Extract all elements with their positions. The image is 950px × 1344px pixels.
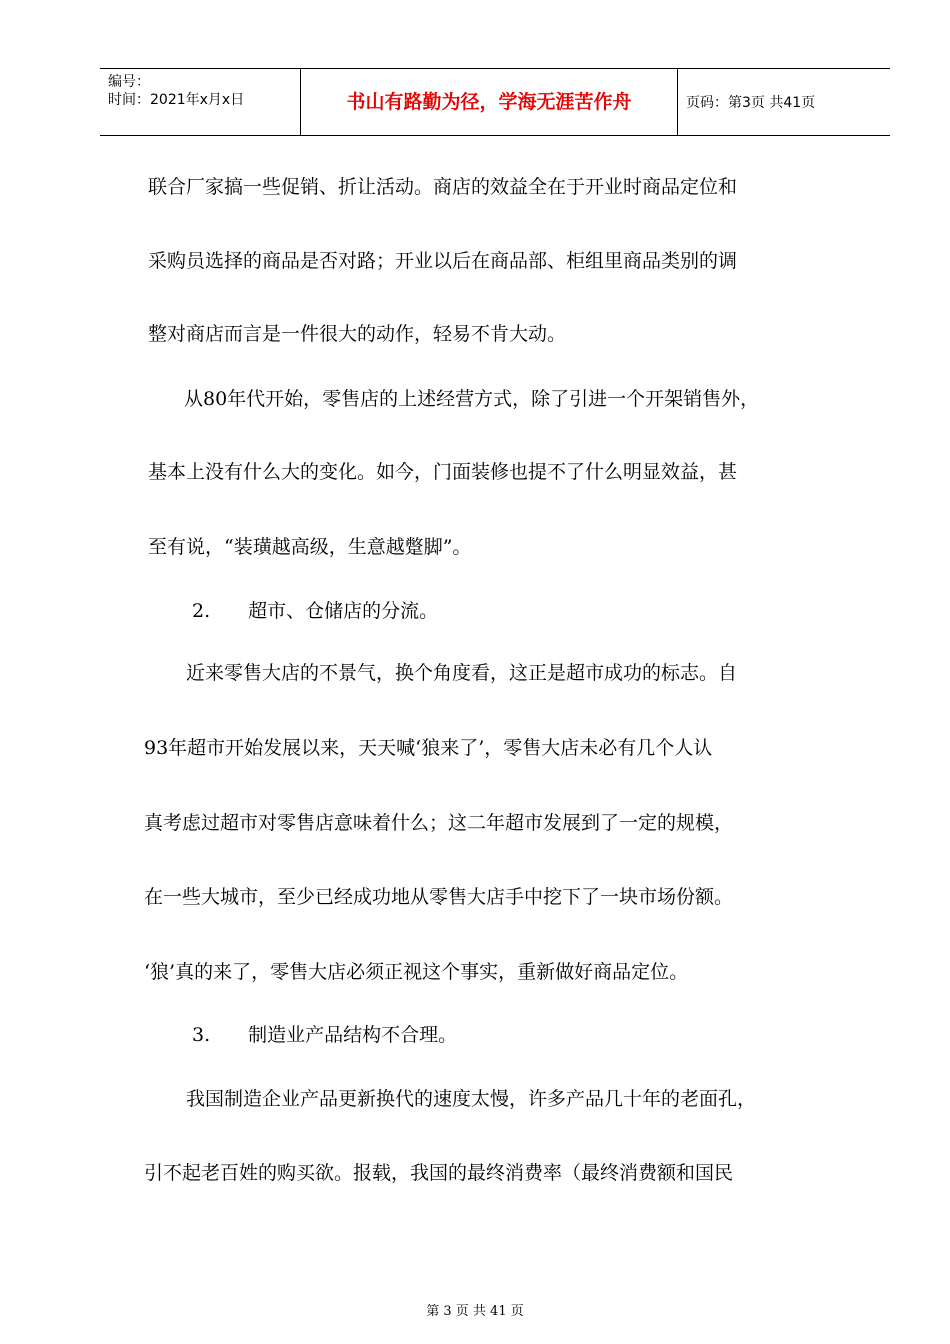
header-meta-cell	[100, 69, 301, 135]
body-line: 引不起老百姓的购买欲。报载，我国的最终消费率（最终消费额和国民	[144, 1162, 734, 1184]
header-motto-cell	[301, 69, 678, 135]
document-time-label: 时间：2021年x月x日	[108, 92, 245, 108]
body-line: 至有说，“装璜越高级，生意越蹩脚”。	[148, 536, 472, 558]
section-heading: 2. 超市、仓储店的分流。	[192, 600, 439, 622]
body-line: 采购员选择的商品是否对路；开业以后在商品部、柜组里商品类别的调	[148, 250, 738, 272]
document-number-label: 编号：	[108, 74, 150, 90]
body-line: 近来零售大店的不景气，换个角度看，这正是超市成功的标志。自	[186, 662, 738, 684]
page-footer: 第 3 页 共 41 页	[426, 1304, 524, 1319]
section-heading: 3. 制造业产品结构不合理。	[192, 1024, 458, 1046]
body-line: 联合厂家搞一些促销、折让活动。商店的效益全在于开业时商品定位和	[148, 176, 738, 198]
body-line: 在一些大城市，至少已经成功地从零售大店手中挖下了一块市场份额。	[144, 886, 734, 908]
document-header	[100, 68, 890, 136]
body-line: 93年超市开始发展以来，天天喊‘狼来了’，零售大店未必有几个人认	[144, 737, 713, 759]
header-motto: 书山有路勤为径，学海无涯苦作舟	[346, 91, 632, 113]
body-line: 我国制造企业产品更新换代的速度太慢，许多产品几十年的老面孔，	[186, 1088, 757, 1110]
body-line: 从80年代开始，零售店的上述经营方式，除了引进一个开架销售外，	[184, 388, 760, 410]
body-line: 整对商店而言是一件很大的动作，轻易不肯大动。	[148, 323, 567, 345]
header-page-code: 页码：第3页 共41页	[686, 95, 816, 111]
body-line: 真考虑过超市对零售店意味着什么；这二年超市发展到了一定的规模，	[144, 812, 734, 834]
body-line: ‘狼’真的来了，零售大店必须正视这个事实，重新做好商品定位。	[144, 961, 689, 983]
body-line: 基本上没有什么大的变化。如今，门面装修也提不了什么明显效益，甚	[148, 461, 738, 483]
header-page-cell	[678, 69, 890, 135]
